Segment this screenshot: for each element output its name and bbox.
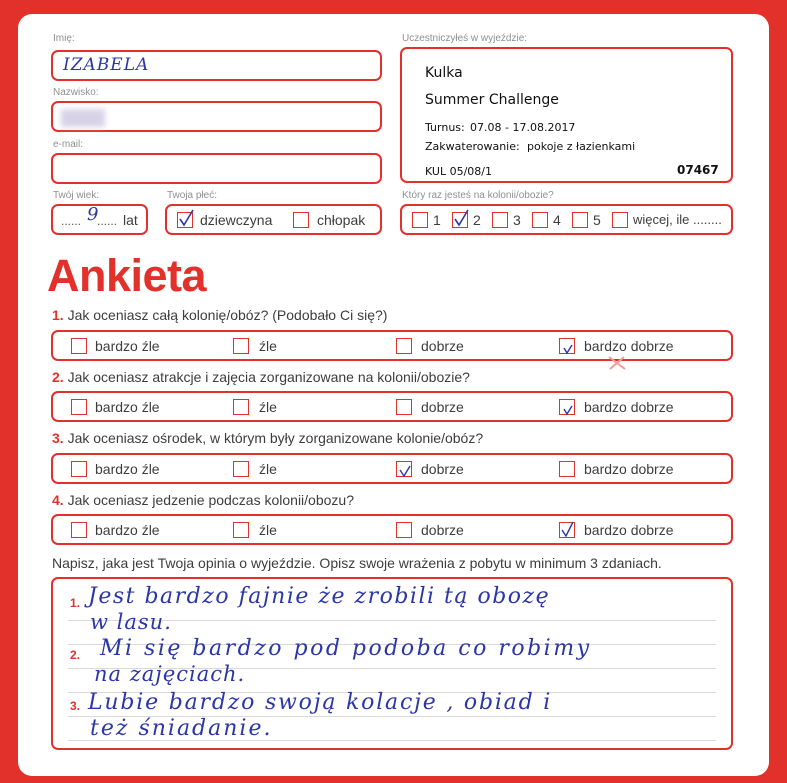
line-number-2: 2. <box>70 648 81 662</box>
q3-option-bardzo-dobrze: bardzo dobrze <box>584 461 674 477</box>
q2-option-zle: źle <box>259 399 277 415</box>
opinion-prompt: Napisz, jaka jest Twoja opinia o wyjeździe. Opisz swoje wrażenia z pobytu w minimum 3 zdaniach. <box>52 555 662 571</box>
q4-option-bardzo-zle: bardzo źle <box>95 522 160 538</box>
q3-option-zle: źle <box>259 461 277 477</box>
q3-option-bardzo-zle: bardzo źle <box>95 461 160 477</box>
gender-option-boy: chłopak <box>317 212 366 228</box>
q2-option-bardzo-zle: bardzo źle <box>95 399 160 415</box>
times-option-4: 4 <box>553 212 561 228</box>
times-checkbox-2[interactable] <box>452 212 468 228</box>
q3-checkbox-bardzo-zle[interactable] <box>71 461 87 477</box>
q1-option-dobrze: dobrze <box>421 338 464 354</box>
gender-field <box>165 204 382 235</box>
turnus-label: Turnus: <box>425 121 465 134</box>
q4-checkbox-bardzo-dobrze[interactable] <box>559 522 575 538</box>
q2-option-dobrze: dobrze <box>421 399 464 415</box>
gender-checkbox-girl[interactable] <box>177 212 193 228</box>
line-number-1: 1. <box>70 596 81 610</box>
name-label: Imię: <box>53 33 75 44</box>
q3-checkbox-dobrze[interactable] <box>396 461 412 477</box>
times-option-5: 5 <box>593 212 601 228</box>
stray-x-mark-icon <box>607 355 627 371</box>
question-4 <box>52 492 354 508</box>
times-option-2: 2 <box>473 212 481 228</box>
age-label: Twój wiek: <box>53 190 100 201</box>
times-checkbox-4[interactable] <box>532 212 548 228</box>
handwritten-line-6: też śniadanie. <box>90 716 273 741</box>
checkmark-icon <box>453 209 471 229</box>
times-field <box>400 204 733 235</box>
times-option-more: więcej, ile ........ <box>633 212 722 227</box>
question-3-answers <box>51 453 733 484</box>
q3-checkbox-zle[interactable] <box>233 461 249 477</box>
accommodation-value: pokoje z łazienkami <box>527 140 636 153</box>
question-2-number: 2. <box>52 369 64 385</box>
gender-label: Twoja płeć: <box>167 190 218 201</box>
question-4-number: 4. <box>52 492 64 508</box>
age-dots-right: ...... <box>97 214 118 228</box>
age-dots-left: ...... <box>61 214 82 228</box>
camp-name: Kulka <box>425 65 463 81</box>
question-1 <box>52 307 387 323</box>
handwritten-line-2: w lasu. <box>90 610 172 634</box>
q4-option-zle: źle <box>259 522 277 538</box>
handwritten-line-5: Lubie bardzo swoją kolacje , obiad i <box>88 690 553 715</box>
q4-checkbox-zle[interactable] <box>233 522 249 538</box>
accommodation-label: Zakwaterowanie: <box>425 140 520 153</box>
q1-option-zle: źle <box>259 338 277 354</box>
survey-title: Ankieta <box>47 250 207 301</box>
q2-checkbox-bardzo-dobrze[interactable] <box>559 399 575 415</box>
age-field[interactable] <box>51 204 148 235</box>
question-1-answers <box>51 330 733 361</box>
checkmark-icon <box>561 341 575 355</box>
age-unit: lat <box>123 212 138 228</box>
surname-field[interactable] <box>51 101 382 132</box>
q1-checkbox-bardzo-zle[interactable] <box>71 338 87 354</box>
participant-label: Uczestniczyłeś w wyjeździe: <box>402 33 528 44</box>
q4-checkbox-bardzo-zle[interactable] <box>71 522 87 538</box>
turnus-value: 07.08 - 17.08.2017 <box>470 121 576 134</box>
q2-checkbox-bardzo-zle[interactable] <box>71 399 87 415</box>
q1-checkbox-dobrze[interactable] <box>396 338 412 354</box>
question-3-text: Jak oceniasz ośrodek, w którym były zorganizowane kolonie/obóz? <box>67 430 484 446</box>
question-2-answers <box>51 391 733 422</box>
question-3-number: 3. <box>52 430 64 446</box>
handwritten-line-1: Jest bardzo fajnie że zrobili tą obozę <box>88 584 551 609</box>
blurred-surname <box>61 109 105 127</box>
question-2-text: Jak oceniasz atrakcje i zajęcia zorganizowane na kolonii/obozie? <box>67 369 470 385</box>
surname-label: Nazwisko: <box>53 87 99 98</box>
q4-option-bardzo-dobrze: bardzo dobrze <box>584 522 674 538</box>
handwritten-line-4: na zajęciach. <box>94 662 246 686</box>
q2-checkbox-zle[interactable] <box>233 399 249 415</box>
checkmark-icon <box>560 521 576 539</box>
checkmark-icon <box>398 464 412 478</box>
handwritten-line-3: Mi się bardzo pod podoba co robimy <box>100 636 592 661</box>
name-field[interactable] <box>51 50 382 81</box>
gender-checkbox-boy[interactable] <box>293 212 309 228</box>
times-option-3: 3 <box>513 212 521 228</box>
gender-option-girl: dziewczyna <box>200 212 273 228</box>
times-checkbox-more[interactable] <box>612 212 628 228</box>
camp-number: 07467 <box>677 163 719 177</box>
camp-code: KUL 05/08/1 <box>425 165 492 178</box>
times-option-1: 1 <box>433 212 441 228</box>
q2-option-bardzo-dobrze: bardzo dobrze <box>584 399 674 415</box>
q3-checkbox-bardzo-dobrze[interactable] <box>559 461 575 477</box>
email-label: e-mail: <box>53 139 84 150</box>
q4-checkbox-dobrze[interactable] <box>396 522 412 538</box>
q4-option-dobrze: dobrze <box>421 522 464 538</box>
line-number-3: 3. <box>70 699 81 713</box>
question-1-number: 1. <box>52 307 64 323</box>
q1-option-bardzo-zle: bardzo źle <box>95 338 160 354</box>
camp-card <box>400 47 733 183</box>
times-label: Który raz jesteś na kolonii/obozie? <box>402 190 554 201</box>
times-checkbox-3[interactable] <box>492 212 508 228</box>
q1-option-bardzo-dobrze: bardzo dobrze <box>584 338 674 354</box>
question-4-text: Jak oceniasz jedzenie podczas kolonii/obozu? <box>67 492 354 508</box>
times-checkbox-1[interactable] <box>412 212 428 228</box>
question-1-text: Jak oceniasz całą kolonię/obóz? (Podobało Ci się?) <box>67 307 388 323</box>
name-value: IZABELA <box>63 55 150 75</box>
times-checkbox-5[interactable] <box>572 212 588 228</box>
email-field[interactable] <box>51 153 382 184</box>
q1-checkbox-bardzo-dobrze[interactable] <box>559 338 575 354</box>
q3-option-dobrze: dobrze <box>421 461 464 477</box>
question-2 <box>52 369 470 385</box>
checkmark-icon <box>178 209 196 229</box>
q1-checkbox-zle[interactable] <box>233 338 249 354</box>
age-value: 9 <box>87 204 99 225</box>
question-3 <box>52 430 483 446</box>
q2-checkbox-dobrze[interactable] <box>396 399 412 415</box>
checkmark-icon <box>561 402 575 416</box>
camp-program: Summer Challenge <box>425 92 559 108</box>
question-4-answers <box>51 514 733 545</box>
